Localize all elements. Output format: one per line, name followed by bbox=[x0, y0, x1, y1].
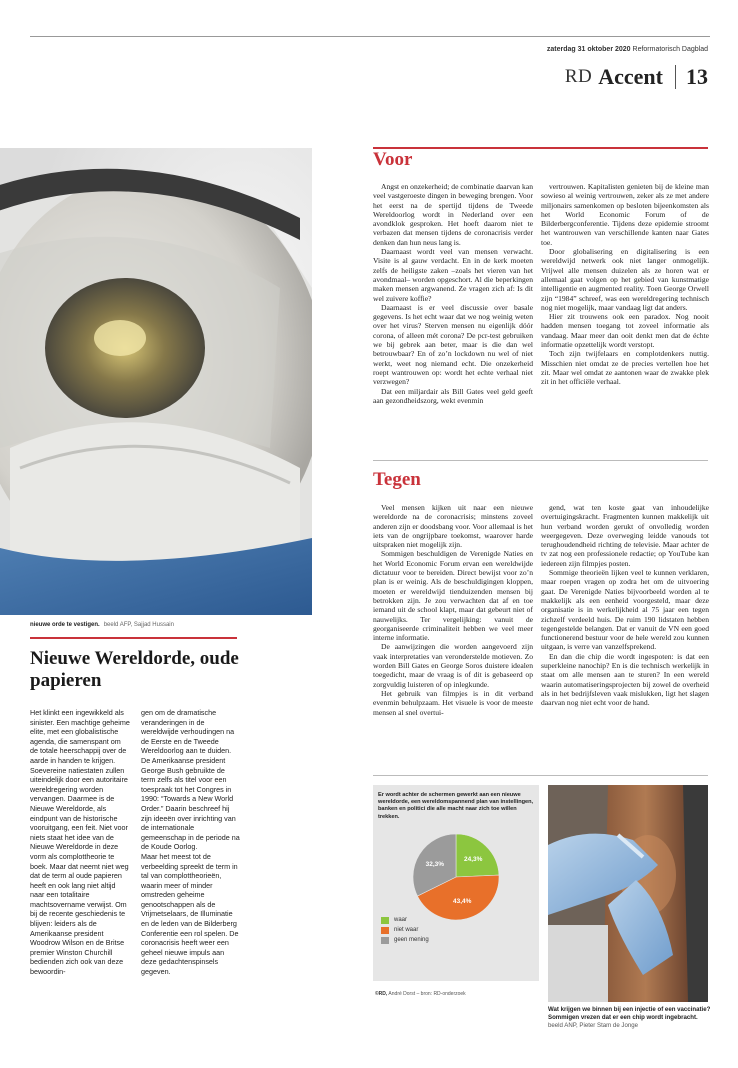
legend-label: waar bbox=[394, 917, 408, 923]
voor-title: Voor bbox=[373, 149, 413, 170]
pie-chart bbox=[379, 832, 533, 922]
masthead bbox=[565, 64, 708, 90]
left-article-col2-para: Maar het meest tot de verbeelding spreekt de term in tal van complottheorieën, waarin meer of minder omstreden geheime genootschappen als de Vrijmetselaars, de Illuminatie en de leden van de Bilderberg Conferentie een rol spelen. De coronacrisis heeft weer een geheel nieuwe impuls aan deze gedachtenspinsels gegeven. bbox=[141, 851, 239, 977]
main-photo-caption bbox=[30, 622, 320, 628]
paper-name: Reformatorisch Dagblad bbox=[632, 46, 708, 53]
tegen-paragraph: gend, wat ten koste gaat van inhoudelijke overtuigingskracht. Fragmenten kunnen makkelijk uit hun verband worden gerukt of onvolledig worden weergegeven. Deze overweging leidde vanouds tot terughoudendheid richting de televisie. Maar achter de tv zat nog een professionele redactie; op YouTube kan iedereen zijn filmpjes posten. bbox=[541, 503, 709, 568]
tegen-paragraph: En dan die chip die wordt ingespoten: is dat een superkleine nanochip? En is die technisch werkelijk in staat om alle mensen aan te sturen? In een wereld waarin automatiseringsprojecten bij zowel de overheid als in het bedrijfsleven vaak mislukken, ligt het slagen daarvan nog niet echt voor de hand. bbox=[541, 651, 709, 708]
legend-item bbox=[381, 915, 429, 925]
tegen-paragraph: Sommige theorieën lijken veel te kunnen verklaren, maar roepen vragen op zodra het om de uitvoering gaat. De Verenigde Naties bijvoorbeeld worden al te makkelijk als een eenheid voorgesteld, maar deze organisatie is in werkelijkheid al 75 jaar een tegen zichzelf verdeeld huis. De ruim 190 lidstaten hebben tegengestelde belangen. Dat er vanuit de VN een goed functionerend bestuur voor de hele wereld zou kunnen uitgaan, is verre van vanzelfsprekend. bbox=[541, 568, 709, 652]
brand: RD bbox=[564, 66, 593, 87]
tegen-paragraph: Sommigen beschuldigen de Verenigde Naties en het World Economic Forum ervan een wereldwijde dictatuur voor te bereiden. Direct bewijst voor zo’n plan is er weinig. Als de beschuldigingen kloppen, moeten er wereldwijd tienduizenden mensen bij betrokken zijn. Je zou verwachten dat af en toe iemand uit de school klapt, maar dat gebeurt niet of nauwelijks. Ter vergelijking: vanuit de georganiseerde criminaliteit hebben we veel meer interne informatie. bbox=[373, 549, 533, 643]
vaccine-photo-caption bbox=[548, 1006, 713, 1029]
pie-data-label: 43,4% bbox=[452, 898, 472, 906]
main-photo-caption-text: nieuwe orde te vestigen. bbox=[30, 622, 100, 628]
main-photo bbox=[0, 148, 312, 615]
section-name: Accent bbox=[598, 64, 663, 89]
chart-credit-brand: ©RD, bbox=[375, 991, 388, 997]
legend-swatch bbox=[381, 917, 389, 924]
left-article-col2-para: gen om de dramatische veranderingen in de wereldwijde verhoudingen na de Eerste en de Tweede Wereldoorlog aan te duiden. bbox=[141, 708, 235, 756]
voor-paragraph: vertrouwen. Kapitalisten genieten bij de kleine man sowieso al weinig vertrouwen, zeker als ze met andere miljonairs samenkomen op besloten bijeenkomsten als het World Economic Forum of de Bilderbergconferentie. Tijdens deze epidemie stroomt het wantrouwen van verschillende kanten naar Gates toe. bbox=[541, 182, 709, 247]
tegen-paragraph: De aanwijzingen die worden aangevoerd zijn vaak interpretaties van veronderstelde motieven. Zo worden Bill Gates en George Soros duistere idealen toegedicht, maar de vraag is of dit is gebaseerd op zorgvuldig luisteren of op inlegkunde. bbox=[373, 642, 533, 689]
legend-label: geen mening bbox=[394, 937, 429, 943]
chart-legend bbox=[381, 915, 429, 945]
tegen-col2 bbox=[541, 503, 709, 765]
pie-data-label: 24,3% bbox=[464, 855, 483, 863]
voor-rule bbox=[373, 147, 708, 149]
page-number: 13 bbox=[686, 64, 708, 89]
ppe-worker-illustration bbox=[0, 148, 312, 615]
chart-credit bbox=[375, 991, 466, 997]
left-article-col2 bbox=[141, 708, 241, 1038]
tegen-col1 bbox=[373, 503, 533, 765]
legend-swatch bbox=[381, 937, 389, 944]
legend-item bbox=[381, 925, 429, 935]
legend-label: niet waar bbox=[394, 927, 419, 933]
dateline bbox=[547, 46, 708, 53]
legend-swatch bbox=[381, 927, 389, 934]
vaccine-photo bbox=[548, 785, 708, 1002]
voor-paragraph: Door globalisering en digitalisering is een wereldwijd netwerk ook niet langer onmogelijk. Vrijwel alle mensen duizelen als ze horen wat er allemaal gaat volgen op het gebied van kunstmatige intelligentie en augmented reality. Toen George Orwell zijn “1984” schreef, was een wereldregering technisch nog niet mogelijk, maar vandaag ligt dat anders. bbox=[541, 247, 709, 312]
vaccination-illustration bbox=[548, 785, 708, 1002]
vaccine-caption-text: Wat krijgen we binnen bij een injectie of een vaccinatie? Sommigen vrezen dat er een chip wordt ingebracht. bbox=[548, 1006, 711, 1021]
main-photo-credit: beeld AFP, Sajjad Hussain bbox=[103, 622, 174, 628]
vaccine-photo-credit: beeld ANP, Pieter Stam de Jonge bbox=[548, 1021, 638, 1029]
tegen-paragraph: Veel mensen kijken uit naar een nieuwe wereldorde na de coronacrisis; minstens zoveel anderen zijn er doodsbang voor. Voor allemaal is het iets van de ongrijpbare toekomst, waarover harde uitspraken niet mogelijk zijn. bbox=[373, 503, 533, 550]
top-rule bbox=[30, 36, 710, 37]
left-article-col2-para: De Amerikaanse president George Bush gebruikte de term zelfs als titel voor een toespraak tot het Congres in 1990: “Towards a New World Order.” Daarin beschreef hij zijn ideeën over inrichting van de internationale gemeenschap in de periode na de Koude Oorlog. bbox=[141, 755, 240, 852]
tegen-rule bbox=[373, 460, 708, 461]
pie-data-label: 32,3% bbox=[425, 860, 445, 868]
left-article-headline: Nieuwe Wereldorde, oude papieren bbox=[30, 648, 239, 691]
voor-paragraph: Hier zit trouwens ook een paradox. Nog nooit hadden mensen toegang tot zoveel informatie als vandaag. Maar meer dan ooit denkt men dat de échte informatie opzettelijk wordt verstopt. bbox=[541, 312, 709, 350]
date: zaterdag 31 oktober 2020 bbox=[546, 46, 631, 53]
left-article-col1 bbox=[30, 708, 130, 1038]
survey-infographic bbox=[373, 785, 539, 981]
left-article-col1-text: Het klinkt een ingewikkeld als sinister. Een machtige geheime elite, met een globalistische agenda, die samenspant om de totale heerschappij over de aarde in handen te krijgen. Soevereine natiestaten zullen uiteindelijk door een autoritaire wereldregering worden vervangen. Daarmee is de Nieuwe Wereldorde, als eindpunt van de historische vooruitgang, een feit. Niet voor niets staat het idee van de Nieuwe Wereldorde in deze vorm als complottheorie te boek. Maar dat neemt niet weg dat de term al oude papieren heeft en ook lang niet altijd naar een totalitaire machtsovername verwijst. Om bij de recente geschiedenis te blijven: leiders als de Amerikaanse president Woodrow Wilson en de Britse premier Winston Churchill bedienden zich ook van deze bewoordin- bbox=[30, 708, 130, 977]
voor-paragraph: Angst en onzekerheid; de combinatie daarvan kan veel vastgeroeste dingen in beweging brengen. Voor het eerst na de spertijd tijdens de Tweede Wereldoorlog wordt in Nederland over een avondklok gesproken. Het hoeft daarom niet te verbazen dat mensen tijdens de coronacrisis verder denken dan hun neus lang is. bbox=[373, 182, 533, 247]
tegen-title: Tegen bbox=[373, 469, 421, 490]
voor-paragraph: Daarnaast is er veel discussie over basale gegevens. Is het echt waar dat we nog weinig weten over het virus? Sterven mensen nu eigenlijk dóór corona, of alleen mét corona? De pcr-test gebruiken we bij gebrek aan beter, maar is die dan wel betrouwbaar? En of zo’n lockdown nu wel of niet werkt, weet nog niemand echt. Die onzekerheid roept wantrouwen op: wordt het echte verhaal niet verzwegen? bbox=[373, 302, 533, 387]
tegen-bottom-rule bbox=[373, 775, 708, 776]
legend-item bbox=[381, 935, 429, 945]
voor-paragraph: Toch zijn twijfelaars en complotdenkers nuttig. Misschien niet omdat ze de precies vertellen hoe het zit. Maar wel omdat ze aantonen waar de zwakke plek zit in het officiële verhaal. bbox=[541, 349, 709, 387]
masthead-separator bbox=[675, 65, 676, 89]
voor-col2 bbox=[541, 182, 709, 444]
voor-paragraph: Daarnaast wordt veel van mensen verwacht. Visite is al gauw verdacht. En in de kerk moeten zelfs de heiligste zaken –zoals het vieren van het avondmaal– worden opgeschort. Al die beperkingen maken mensen argwanend. Ze vragen zich af: Is dit wel zuivere koffie? bbox=[373, 247, 533, 303]
voor-paragraph: Dat een miljardair als Bill Gates veel geld geeft aan gezondheidszorg, wekt evenmin bbox=[373, 386, 533, 405]
tegen-paragraph: Het gebruik van filmpjes is in dit verband evenmin behulpzaam. Het visuele is voor de meeste mensen al snel overtui- bbox=[373, 688, 533, 717]
chart-title: Er wordt achter de schermen gewerkt aan een nieuwe wereldorde, een wereldomspannend plan van instellingen, banken en politici die alle macht naar zich toe willen trekken. bbox=[378, 792, 534, 820]
voor-col1 bbox=[373, 182, 533, 444]
left-article-rule bbox=[30, 637, 237, 639]
chart-credit-source: André Dorst – bron: RD-onderzoek bbox=[388, 991, 466, 997]
